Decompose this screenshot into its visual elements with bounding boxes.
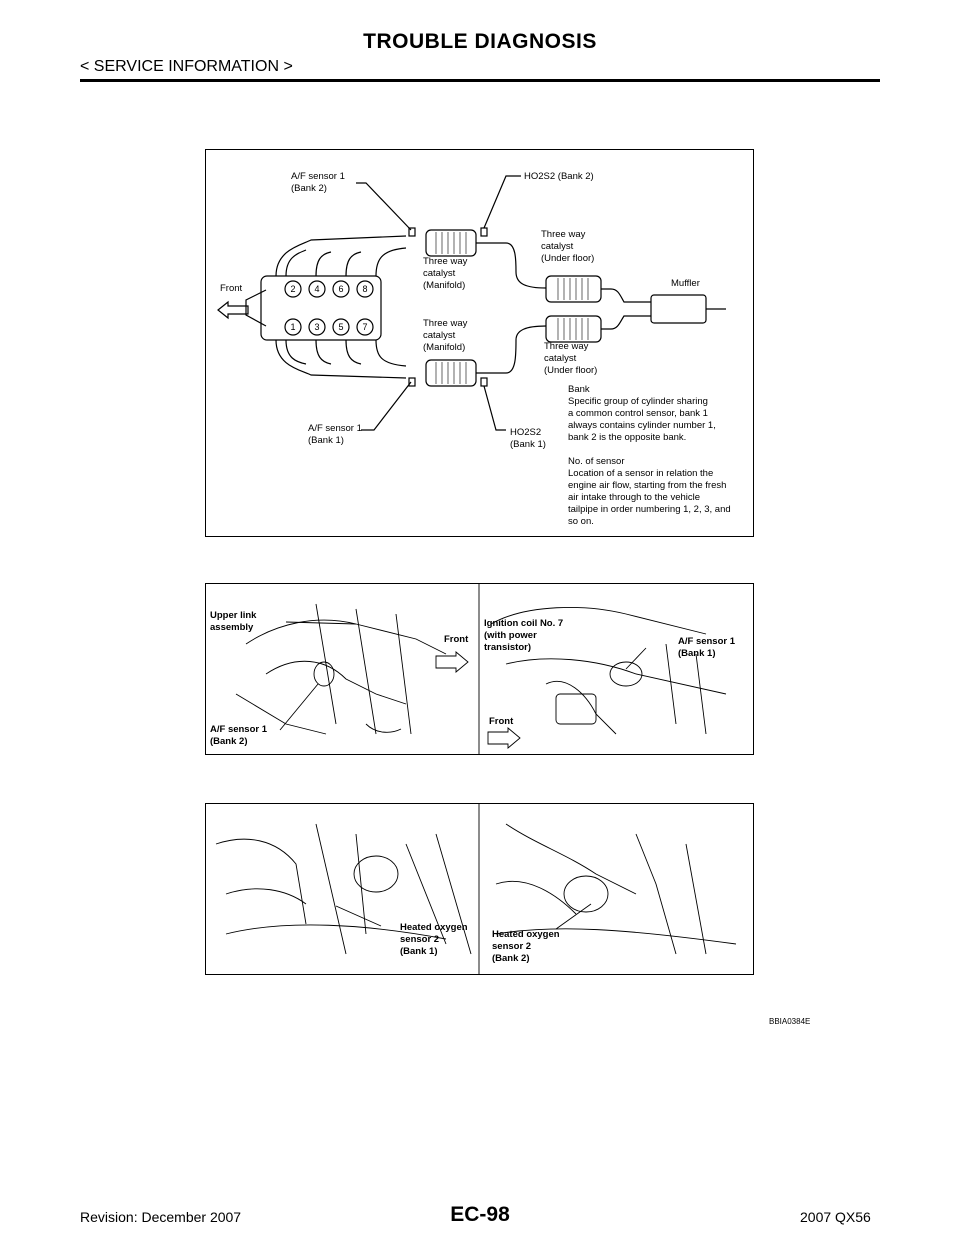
cylinder-7: 7 [362, 322, 368, 332]
footer-model: 2007 QX56 [800, 1209, 871, 1225]
page-title: TROUBLE DIAGNOSIS [363, 30, 597, 53]
label-ignition-coil: Ignition coil No. 7 (with power transistor) [484, 618, 564, 653]
label-af-sensor-bank1: A/F sensor 1 (Bank 1) [678, 636, 736, 659]
label-front-left: Front [444, 634, 469, 645]
cylinder-3: 3 [314, 322, 320, 332]
label-three-way-underfloor-bottom: Three way catalyst (Under floor) [544, 341, 598, 376]
label-ho2s2-bank1: HO2S2 (Bank 1) [510, 427, 546, 450]
figure-code: BBIA0384E [769, 1017, 811, 1026]
label-three-way-underfloor-top: Three way catalyst (Under floor) [541, 229, 595, 264]
label-front-right: Front [489, 716, 514, 727]
label-muffler: Muffler [671, 278, 700, 289]
underfloor-catalyst-bank1 [546, 316, 601, 342]
header-divider [80, 79, 880, 82]
label-front: Front [220, 283, 243, 294]
label-three-way-manifold-top: Three way catalyst (Manifold) [423, 256, 468, 291]
label-af-sensor-bank1: A/F sensor 1 (Bank 1) [308, 423, 362, 446]
label-af-sensor-bank2: A/F sensor 1 (Bank 2) [210, 724, 268, 747]
underfloor-catalyst-bank2 [546, 276, 601, 302]
section-label: < SERVICE INFORMATION > [80, 58, 293, 75]
exhaust-manifold-bank1 [276, 340, 406, 378]
label-no-of-sensor: No. of sensor Location of a sensor in relation the engine air flow, starting from the fresh air intake through to the vehicle tailpipe in order numbering 1, 2, 3, and so on. [568, 456, 731, 527]
front-arrow [218, 302, 248, 318]
cylinder-2: 2 [290, 284, 296, 294]
label-bank-definition: Bank Specific group of cylinder sharing a common control sensor, bank 1 always contains cylinder number 1, bank 2 is the opposite bank. [568, 384, 716, 443]
af-sensor-drawing [206, 584, 753, 754]
ho2s2-drawing [206, 804, 753, 974]
label-upper-link-assembly: Upper link assembly [210, 610, 257, 633]
footer-revision: Revision: December 2007 [80, 1209, 242, 1225]
label-ho2-sensor-bank1: Heated oxygen sensor 2 (Bank 1) [400, 922, 468, 957]
label-three-way-manifold-bottom: Three way catalyst (Manifold) [423, 318, 468, 353]
label-ho2-sensor-bank2: Heated oxygen sensor 2 (Bank 2) [492, 929, 560, 964]
exhaust-manifold-bank2 [276, 236, 406, 276]
manifold-catalyst-bank2 [426, 230, 476, 256]
cylinder-4: 4 [314, 284, 320, 294]
cylinder-6: 6 [338, 284, 344, 294]
af-sensor-location-figure [205, 583, 754, 755]
cylinder-8: 8 [362, 284, 368, 294]
muffler [651, 295, 706, 323]
cylinder-1: 1 [290, 322, 296, 332]
exhaust-system-diagram [205, 149, 754, 537]
label-af-sensor-bank2: A/F sensor 1 (Bank 2) [291, 171, 345, 194]
label-ho2s2-bank2: HO2S2 (Bank 2) [524, 171, 594, 182]
cylinder-5: 5 [338, 322, 344, 332]
footer-page-number: EC-98 [450, 1203, 510, 1226]
manifold-catalyst-bank1 [426, 360, 476, 386]
ho2s2-location-figure [205, 803, 754, 975]
